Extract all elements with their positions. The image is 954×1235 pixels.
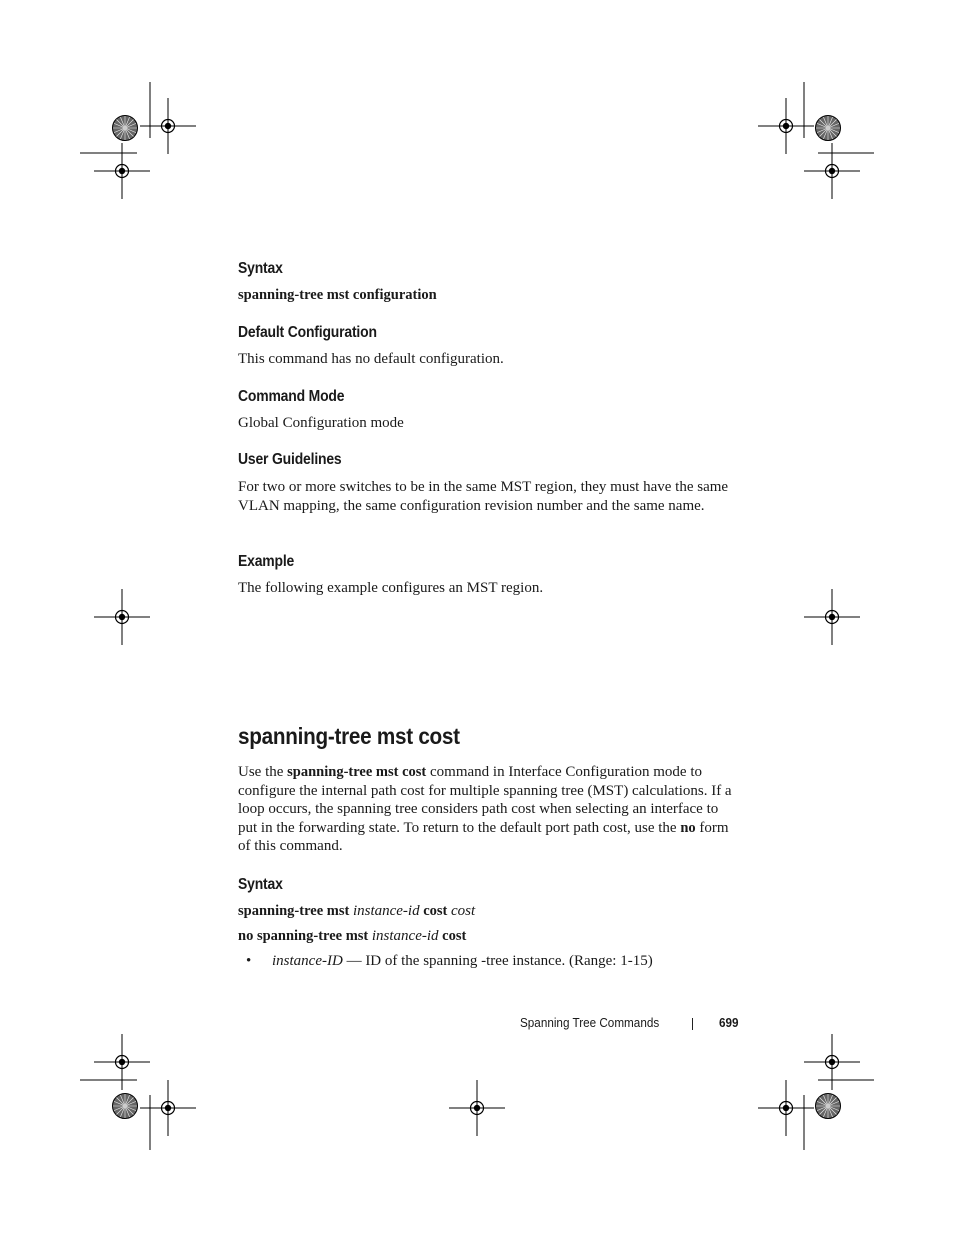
syntax-parameter: instance-id — [371, 928, 439, 944]
crop-mark-bottom-right — [758, 1034, 874, 1150]
registration-mark-mid-left — [94, 589, 150, 645]
footer-chapter-label: Spanning Tree Commands — [520, 1015, 660, 1030]
parameter-term: instance-ID — [272, 953, 343, 969]
example-heading: Example — [238, 553, 295, 570]
cost-description-part: command in Interface Configuration mode to configure the internal path cost for multiple spanning tree (MST) calculations. If a loop occurs, the spanning tree considers path cost when selecting an interface to put in the forwarding state. To return to the default port path cost, use the — [238, 764, 732, 836]
crop-mark-bottom-left — [80, 1034, 196, 1150]
default-configuration-heading: Default Configuration — [238, 324, 377, 341]
syntax-command: spanning-tree mst configuration — [238, 287, 437, 303]
parameter-text: — ID of the spanning -tree instance. (Range: 1-15) — [342, 953, 653, 969]
syntax-parameter: cost — [451, 903, 476, 919]
syntax-keyword: cost — [438, 928, 467, 944]
user-guidelines-text: For two or more switches to be in the same MST region, they must have the same VLAN mapping, the same configuration revision number and the same name. — [238, 479, 729, 514]
command-mode-text: Global Configuration mode — [238, 415, 404, 431]
registration-mark-mid-right — [804, 589, 860, 645]
bullet-icon: • — [246, 953, 252, 969]
footer-page-number: 699 — [719, 1015, 739, 1030]
syntax-keyword: no spanning-tree mst — [238, 928, 372, 944]
syntax-heading: Syntax — [238, 260, 283, 277]
command-mode-heading: Command Mode — [238, 388, 345, 405]
user-guidelines-heading: User Guidelines — [238, 451, 342, 468]
default-configuration-text: This command has no default configuration. — [238, 351, 504, 367]
cost-description-part: form of this command. — [238, 819, 729, 855]
cost-description-command: spanning-tree mst cost — [287, 764, 427, 780]
cost-syntax-heading: Syntax — [238, 876, 283, 893]
syntax-keyword: spanning-tree mst — [238, 903, 353, 919]
registration-mark-bottom-center — [449, 1080, 505, 1136]
cost-syntax-line-2 — [238, 927, 738, 946]
footer-separator — [692, 1018, 693, 1030]
page-title: spanning-tree mst cost — [238, 723, 460, 749]
crop-mark-top-right — [758, 82, 874, 199]
cost-description-no-keyword: no — [680, 819, 696, 836]
crop-mark-top-left — [80, 82, 196, 199]
example-text: The following example configures an MST region. — [238, 580, 544, 596]
cost-description-part: Use the — [238, 764, 288, 780]
syntax-keyword: cost — [419, 903, 452, 919]
cost-description — [238, 763, 738, 856]
syntax-parameter: instance-id — [352, 903, 420, 919]
cost-syntax-line-1 — [238, 902, 738, 921]
parameter-description — [272, 952, 653, 971]
